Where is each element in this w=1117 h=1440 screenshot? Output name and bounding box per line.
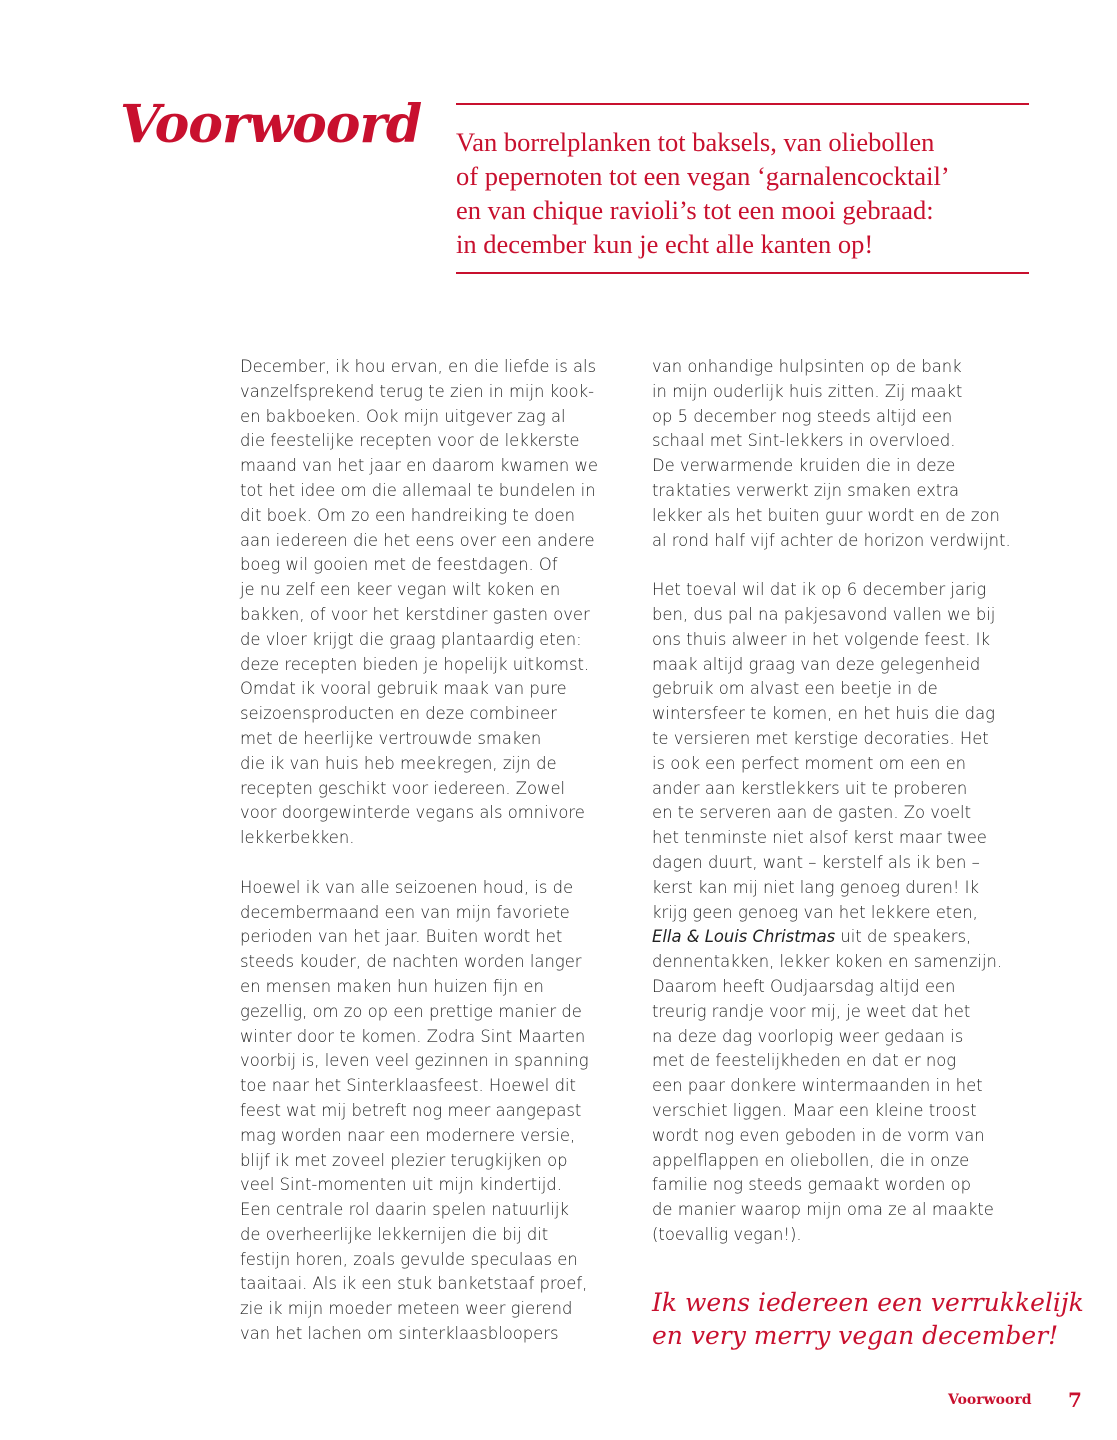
text-line: traktaties verwerkt zijn smaken extra (652, 480, 960, 500)
text-line: boeg wil gooien met de feestdagen. Of (240, 555, 558, 575)
footer-section-title: Voorwoord (948, 1392, 1032, 1408)
text-line: treurig randje voor mij, je weet dat het (652, 1001, 971, 1021)
text-line: wordt nog even geboden in de vorm van (652, 1125, 985, 1145)
intro-bottom-rule (456, 272, 1029, 274)
text-line: je nu zelf een keer vegan wilt koken en (240, 580, 561, 600)
text-line: verschiet liggen. Maar een kleine troost (652, 1100, 977, 1120)
paragraph-spacer (652, 553, 1052, 578)
text-line: schaal met Sint-lekkers in overvloed. (652, 431, 956, 451)
text-line: het tenminste niet alsof kerst maar twee (652, 828, 987, 848)
text-line: is ook een perfect moment om een en (652, 753, 967, 773)
text-line: dennentakken, lekker koken en samenzijn. (652, 952, 1003, 972)
page-title: Voorwoord (120, 94, 422, 155)
text-line: ander aan kerstlekkers uit te proberen (652, 778, 968, 798)
text-line (652, 925, 1052, 950)
text-line: bakken, of voor het kerstdiner gasten over (240, 604, 590, 624)
text-line: deze recepten bieden je hopelijk uitkomst. (240, 654, 590, 674)
text-line: gezellig, om zo op een prettige manier de (240, 1001, 582, 1021)
text-line: maak altijd graag van deze gelegenheid (652, 654, 981, 674)
intro-line: en van chique ravioli’s tot een mooi gebraad: (456, 195, 934, 225)
text-fragment: uit de speakers, (835, 927, 972, 947)
text-line: die ik van huis heb meekregen, zijn de (240, 753, 557, 773)
text-line: De verwarmende kruiden die in deze (652, 456, 956, 476)
paragraph-spacer (240, 851, 630, 876)
text-line: dit boek. Om zo een handreiking te doen (240, 505, 576, 525)
text-line: na deze dag voorlopig weer gedaan is (652, 1026, 964, 1046)
intro-top-rule (456, 103, 1029, 105)
text-line: December, ik hou ervan, en die liefde is als (240, 357, 597, 376)
text-line: de vloer krijgt die graag plantaardig eten: (240, 629, 582, 649)
paragraph (652, 578, 1052, 1248)
intro-lead (456, 125, 1036, 261)
intro-line: of pepernoten tot een vegan ‘garnalencocktail’ (456, 161, 950, 191)
text-line: die feestelijke recepten voor de lekkerste (240, 431, 580, 451)
text-line: te versieren met kerstige decoraties. Het (652, 728, 989, 748)
text-line: op 5 december nog steeds altijd een (652, 406, 953, 426)
paragraph (240, 355, 630, 851)
paragraph (652, 355, 1052, 553)
text-line: krijg geen genoeg van het lekkere eten, (652, 902, 978, 922)
text-line: van het lachen om sinterklaasbloopers (240, 1324, 559, 1344)
text-line: de overheerlijke lekkernijen die bij dit (240, 1224, 549, 1244)
album-title: Ella & Louis Christmas (652, 927, 836, 947)
closing-line: en very merry vegan december! (652, 1321, 1059, 1350)
text-line: feest wat mij betreft nog meer aangepast (240, 1100, 582, 1120)
text-line: winter door te komen. Zodra Sint Maarten (240, 1026, 586, 1046)
intro-line: in december kun je echt alle kanten op! (456, 229, 874, 259)
text-line: decembermaand een van mijn favoriete (240, 902, 570, 922)
closing-line: Ik wens iedereen een verrukkelijk (652, 1288, 1084, 1317)
text-line: ons thuis alweer in het volgende feest. Ik (652, 629, 990, 649)
paragraph (240, 876, 630, 1347)
text-line: lekker als het buiten guur wordt en de zon (652, 505, 1000, 525)
text-line: kerst kan mij niet lang genoeg duren! Ik (652, 877, 979, 897)
text-line: in mijn ouderlijk huis zitten. Zij maakt (652, 381, 963, 401)
text-line: met de feestelijkheden en dat er nog (652, 1051, 957, 1071)
text-line: maand van het jaar en daarom kwamen we (240, 456, 598, 476)
intro-line: Van borrelplanken tot baksels, van oliebollen (456, 127, 935, 157)
text-line: recepten geschikt voor iedereen. Zowel (240, 778, 566, 798)
text-line: Omdat ik vooral gebruik maak van pure (240, 679, 567, 699)
right-column (652, 355, 1052, 1248)
text-line: ben, dus pal na pakjesavond vallen we bij (652, 604, 996, 624)
text-line: en mensen maken hun huizen fijn en (240, 976, 544, 996)
text-line: aan iedereen die het eens over een andere (240, 530, 595, 550)
text-line: dagen duurt, want – kerstelf als ik ben – (652, 852, 980, 872)
page-number: 7 (1068, 1388, 1082, 1412)
text-line: seizoensproducten en deze combineer (240, 704, 557, 724)
text-line: appelflappen en oliebollen, die in onze (652, 1150, 970, 1170)
text-line: mag worden naar een modernere versie, (240, 1125, 576, 1145)
text-line: voor doorgewinterde vegans als omnivore (240, 803, 585, 823)
text-line: wintersfeer te komen, en het huis die dag (652, 704, 995, 724)
text-line: tot het idee om die allemaal te bundelen in (240, 480, 596, 500)
text-line: zie ik mijn moeder meteen weer gierend (240, 1299, 573, 1319)
text-line: Het toeval wil dat ik op 6 december jarig (652, 580, 987, 600)
text-line: Hoewel ik van alle seizoenen houd, is de (240, 877, 574, 897)
text-line: Een centrale rol daarin spelen natuurlijk (240, 1200, 569, 1220)
text-line: steeds kouder, de nachten worden langer (240, 952, 582, 972)
text-line: een paar donkere wintermaanden in het (652, 1076, 983, 1096)
text-line: veel Sint-momenten uit mijn kindertijd. (240, 1175, 562, 1195)
closing-wish (652, 1286, 1084, 1352)
text-line: perioden van het jaar. Buiten wordt het (240, 927, 563, 947)
text-line: met de heerlijke vertrouwde smaken (240, 728, 542, 748)
text-line: (toevallig vegan!). (652, 1224, 802, 1244)
text-line: lekkerbekken. (240, 828, 355, 848)
text-line: en te serveren aan de gasten. Zo voelt (652, 803, 971, 823)
text-line: de manier waarop mijn oma ze al maakte (652, 1200, 994, 1220)
text-line: en bakboeken. Ook mijn uitgever zag al (240, 406, 566, 426)
left-column (240, 355, 630, 1347)
text-line: van onhandige hulpsinten op de bank (652, 357, 962, 376)
text-line: vanzelfsprekend terug te zien in mijn kook- (240, 381, 594, 401)
text-line: Daarom heeft Oudjaarsdag altijd een (652, 976, 956, 996)
text-line: voorbij is, leven veel gezinnen in spanning (240, 1051, 589, 1071)
text-line: toe naar het Sinterklaasfeest. Hoewel dit (240, 1076, 576, 1096)
text-line: festijn horen, zoals gevulde speculaas en (240, 1249, 578, 1269)
text-line: familie nog steeds gemaakt worden op (652, 1175, 971, 1195)
text-line: al rond half vijf achter de horizon verdwijnt. (652, 530, 1011, 550)
text-line: gebruik om alvast een beetje in de (652, 679, 938, 699)
text-line: blijf ik met zoveel plezier terugkijken op (240, 1150, 568, 1170)
text-line: taaitaai. Als ik een stuk banketstaaf proef, (240, 1274, 588, 1294)
